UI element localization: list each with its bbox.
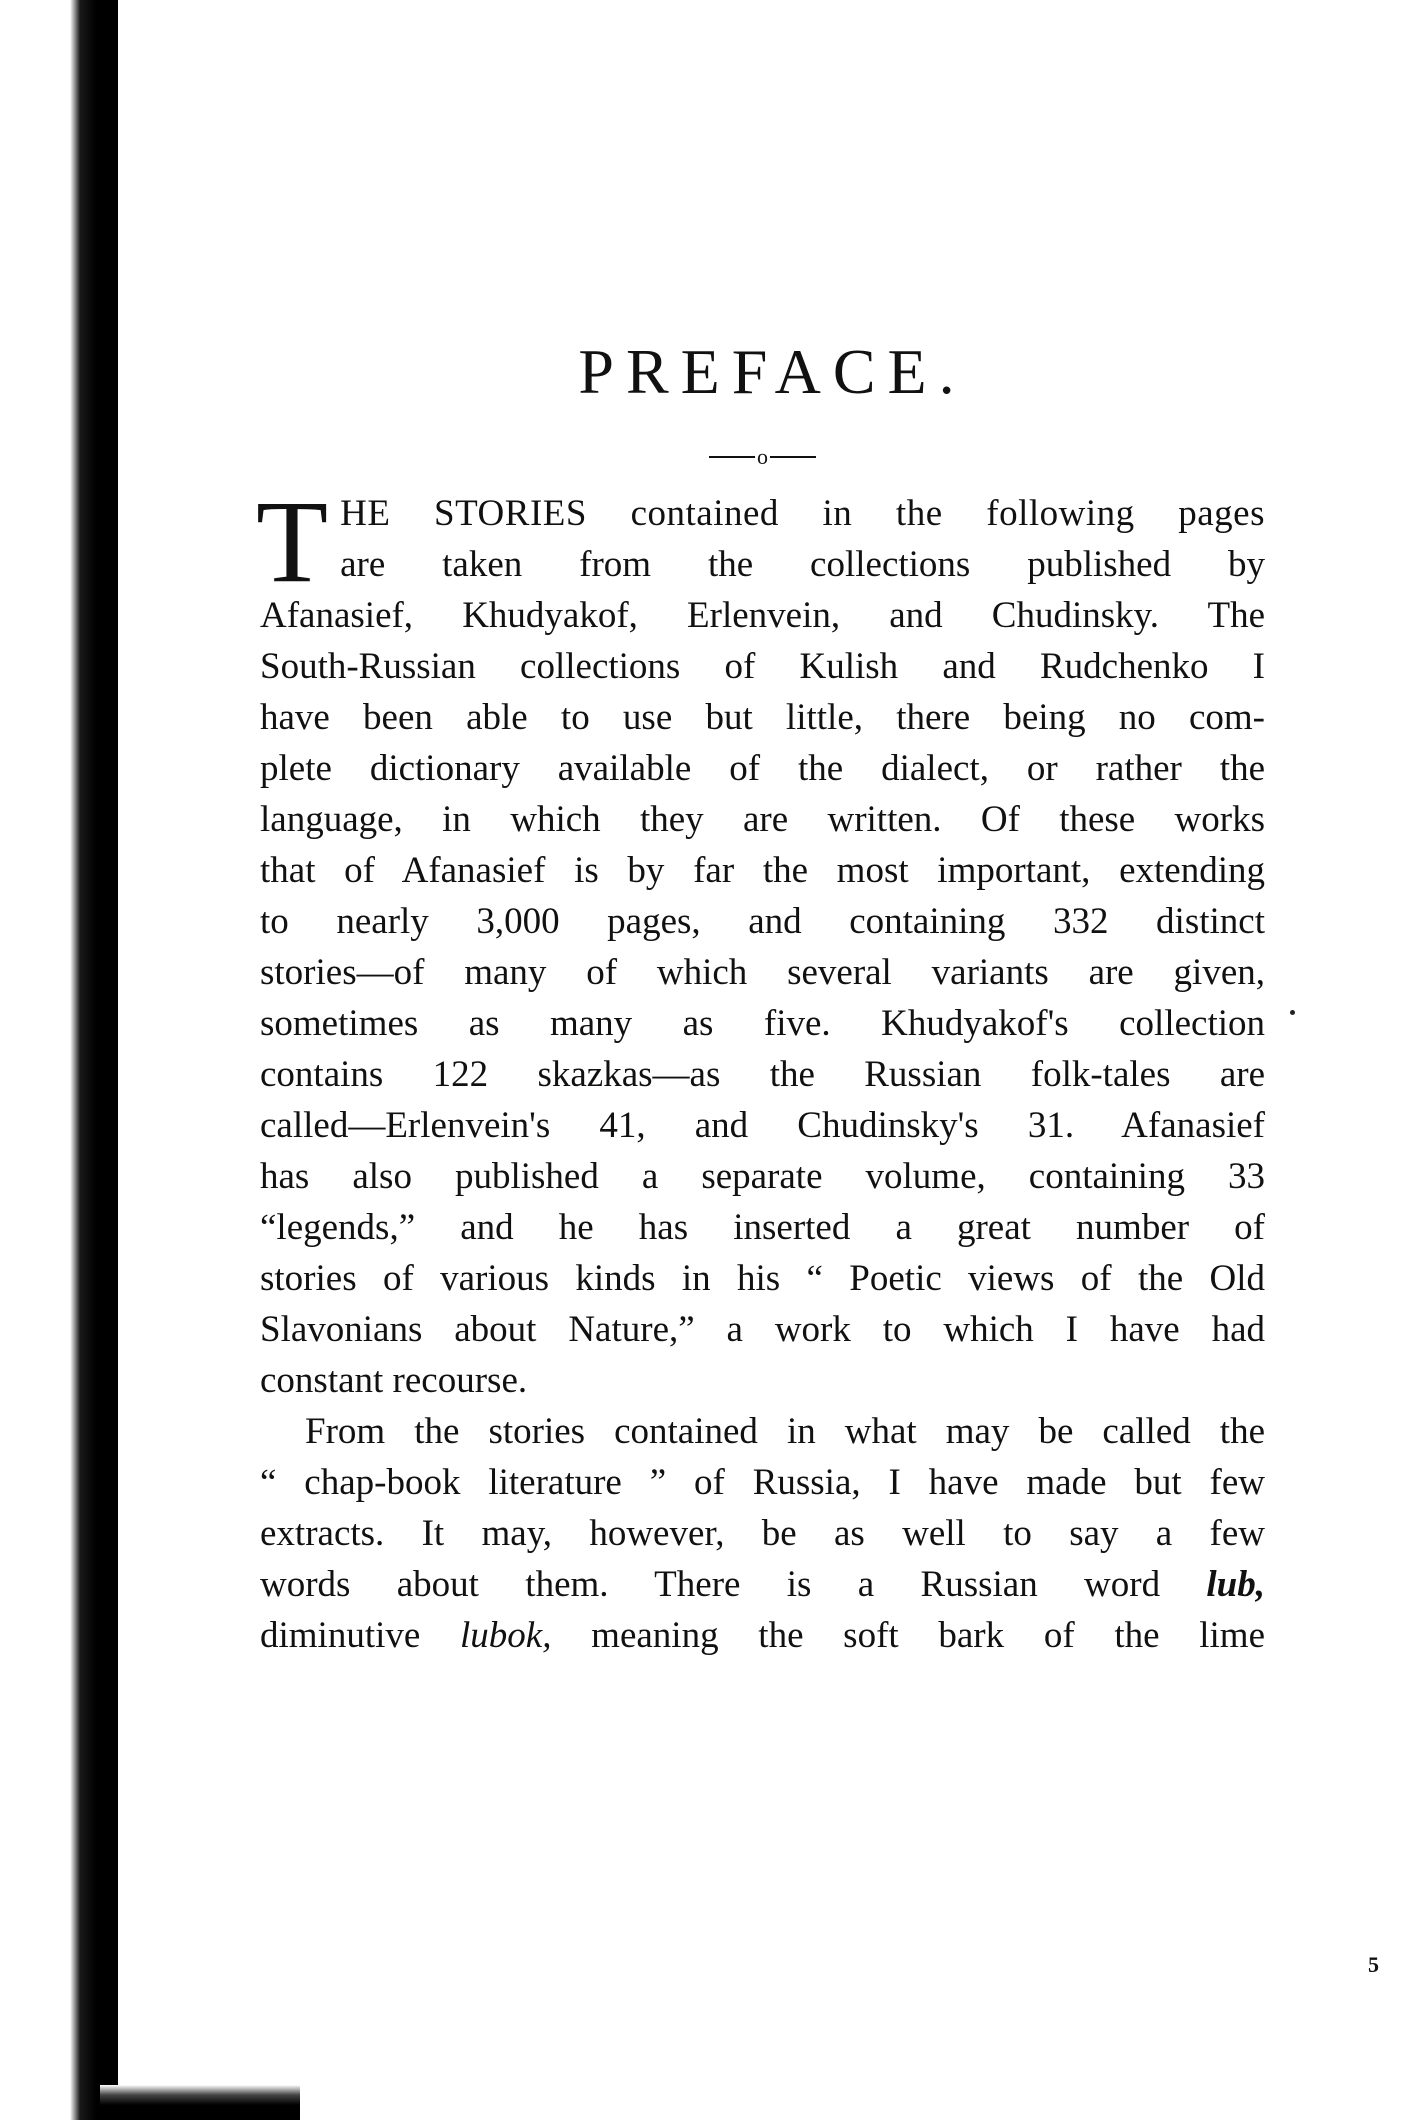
text-line: are taken from the collections published by: [340, 544, 1265, 585]
italic-word-lub: lub,: [1206, 1564, 1265, 1605]
scan-speck: [1290, 1010, 1295, 1015]
text-line: plete dictionary available of the dialect, or rather the: [260, 748, 1265, 789]
text-line: From the stories contained in what may be called the: [305, 1411, 1265, 1452]
drop-cap: T: [256, 476, 329, 607]
ornament-rule-left: [709, 456, 755, 458]
text-line: stories—of many of which several variants are given,: [260, 952, 1265, 993]
text-segment: meaning the soft bark of the lime: [551, 1615, 1266, 1656]
paragraph-2: [260, 1406, 1265, 1661]
text-line: extracts. It may, however, be as well to say a few: [260, 1513, 1265, 1554]
ornament-circle: o: [757, 444, 768, 470]
paragraph-1: [256, 476, 1265, 1406]
text-line: contains 122 skazkas—as the Russian folk-tales are: [260, 1054, 1265, 1095]
text-line: “legends,” and he has inserted a great number of: [260, 1207, 1265, 1248]
book-page: [256, 336, 1379, 1977]
text-line: Slavonians about Nature,” a work to which I have had: [260, 1309, 1265, 1350]
text-line: constant recourse.: [260, 1360, 528, 1401]
text-segment: words about them. There is a Russian word: [260, 1564, 1207, 1605]
text-line: South-Russian collections of Kulish and Rudchenko I: [260, 646, 1265, 687]
book-binding-corner: [100, 2085, 300, 2120]
text-line: to nearly 3,000 pages, and containing 332 distinct: [260, 901, 1265, 942]
text-line: HE STORIES contained in the following pages: [340, 493, 1265, 534]
text-line-with-italic: [260, 1559, 1265, 1610]
text-line: called—Erlenvein's 41, and Chudinsky's 31. Afanasief: [260, 1105, 1265, 1146]
text-line: language, in which they are written. Of these works: [260, 799, 1265, 840]
page-number: 5: [1368, 1952, 1379, 1977]
page-title: PREFACE.: [578, 336, 967, 407]
italic-word-lubok: lubok,: [460, 1615, 552, 1656]
text-line: sometimes as many as five. Khudyakof's collection: [260, 1003, 1265, 1044]
text-line: “ chap-book literature ” of Russia, I have made but few: [260, 1462, 1265, 1503]
text-line: have been able to use but little, there being no com-: [260, 697, 1265, 738]
text-line: Afanasief, Khudyakof, Erlenvein, and Chudinsky. The: [260, 595, 1265, 636]
title-ornament: [260, 442, 1265, 470]
text-line: stories of various kinds in his “ Poetic views of the Old: [260, 1258, 1265, 1299]
text-line: has also published a separate volume, containing 33: [260, 1156, 1265, 1197]
book-binding-edge: [0, 0, 118, 2120]
text-segment: diminutive: [260, 1615, 461, 1656]
text-line-with-italic: [260, 1610, 1265, 1661]
ornament-rule-right: [770, 456, 816, 458]
text-line: that of Afanasief is by far the most important, extending: [260, 850, 1265, 891]
